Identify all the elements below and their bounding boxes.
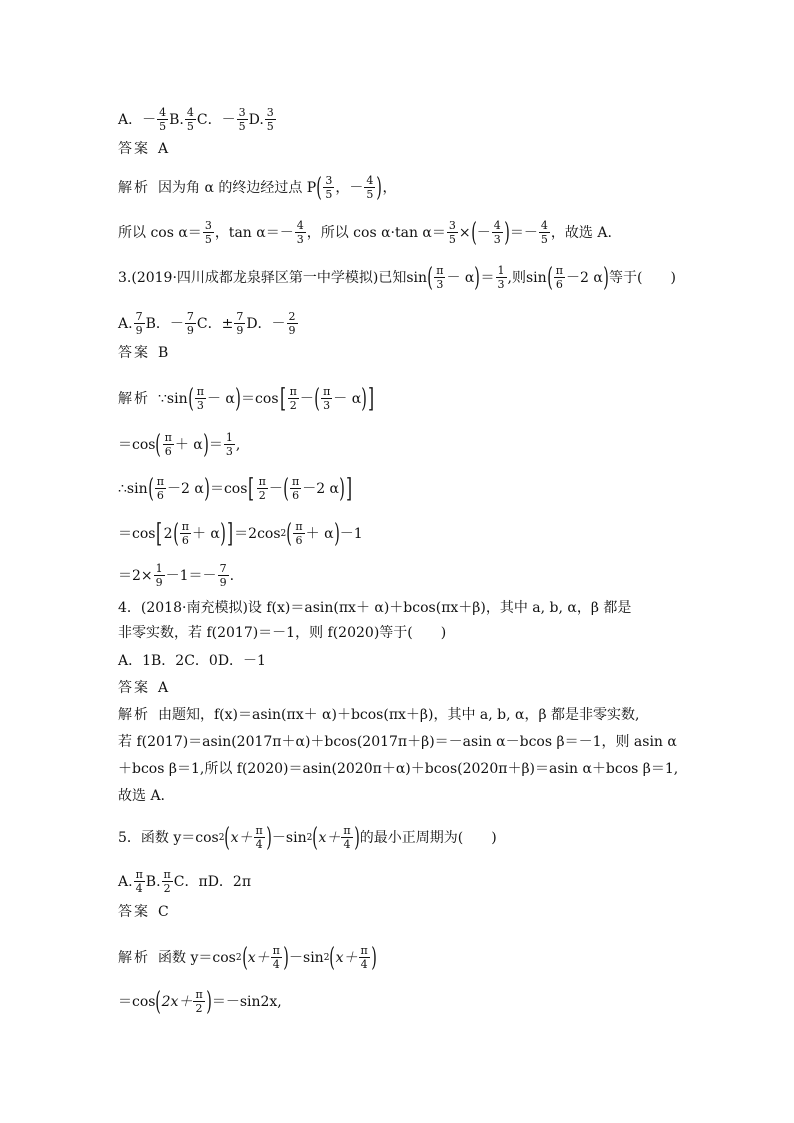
fraction: $\frac{\pi}{4}$ [135, 868, 143, 895]
fraction: $\frac{4}{5}$ [366, 174, 374, 201]
analysis-label: 解析 [118, 179, 150, 196]
fraction: $\frac{\pi}{2}$ [258, 475, 266, 502]
answer-q4: 答案 A [118, 680, 169, 696]
fraction: $\frac{\pi}{4}$ [272, 944, 280, 971]
analysis-q3-line2: ＝cos ( $\frac{\pi}{6}$ ＋ α ) ＝ $\frac{1}{3}$ , [118, 429, 241, 460]
answer-value: A [158, 141, 169, 157]
fraction: $\frac{\pi}{4}$ [360, 944, 368, 971]
analysis-text: 因为角 α 的终边经过点 P [158, 179, 317, 196]
fraction: $\frac{1}{9}$ [155, 562, 163, 589]
fraction: $\frac{\pi}{3}$ [436, 264, 444, 291]
answer-label: 答案 [118, 141, 150, 157]
choices-q4: A．1B．2C．0D．－1 [118, 653, 266, 669]
choices-q3: A. $\frac{7}{9}$ B．－ $\frac{7}{9}$ C．± $\frac{7}{9}$ D．－ $\frac{2}{9}$ [118, 310, 296, 337]
question-4-line2: 非零实数，若 f(2017)＝－1，则 f(2020)等于( ) [118, 625, 447, 641]
question-5: 5．函数 y＝cos 2 ( x＋ $\frac{\pi}{4}$ ) －sin 2 ( x＋ $\frac{\pi}{4}$ ) 的最小正周期为( ) [118, 822, 497, 853]
fraction: $\frac{3}{5}$ [448, 219, 456, 246]
analysis-q3-line4: ＝cos [ 2 ( $\frac{\pi}{6}$ ＋ α ) ] ＝2cos 2 ( $\frac{\pi}{6}$ ＋ α ) －1 [118, 518, 363, 549]
fraction: $\frac{\pi}{2}$ [289, 385, 297, 412]
fraction: $\frac{7}{9}$ [236, 310, 244, 337]
fraction: $\frac{4}{3}$ [296, 219, 304, 246]
choice-b-label: B. [169, 111, 184, 128]
analysis-q2-line1: 解析 因为角 α 的终边经过点 P ( $\frac{3}{5}$ ，－ $\frac{4}{5}$ ) ， [118, 172, 397, 203]
fraction: $\frac{1}{3}$ [497, 264, 505, 291]
answer-q3: 答案 B [118, 345, 169, 361]
analysis-q3-line5: ＝2× $\frac{1}{9}$ －1＝－ $\frac{7}{9}$ . [118, 562, 235, 589]
choices-q5: A. $\frac{\pi}{4}$ B. $\frac{\pi}{2}$ C．πD．2π [118, 868, 252, 895]
fraction: $\frac{\pi}{4}$ [343, 824, 351, 851]
choice-a-label: A．－ [118, 111, 157, 128]
fraction: $\frac{4}{5}$ [540, 219, 548, 246]
analysis-q3-line1: 解析 ∵sin ( $\frac{\pi}{3}$ － α ) ＝cos [ $\frac{\pi}{2}$ － ( $\frac{\pi}{3}$ － α ) ] [118, 383, 375, 414]
fraction: $\frac{3}{5}$ [266, 106, 274, 133]
question-3: 3.(2019·四川成都龙泉驿区第一中学模拟)已知sin ( $\frac{\pi}{3}$ － α ) ＝ $\frac{1}{3}$ ,则sin ( $\frac{\pi}{6}$ －2 α ) 等于( ) [118, 262, 676, 293]
choice-c-label: C．－ [196, 111, 236, 128]
fraction: $\frac{4}{5}$ [186, 106, 194, 133]
fraction: $\frac{\pi}{3}$ [196, 385, 204, 412]
fraction: $\frac{4}{3}$ [493, 219, 501, 246]
analysis-q5-line2: ＝cos ( 2x＋ $\frac{\pi}{2}$ ) ＝－sin2x, [118, 986, 282, 1017]
analysis-q4-line3: ＋bcos β＝1,所以 f(2020)＝asin(2020π＋α)＋bcos(2020π＋β)＝asin α＋bcos β＝1, [118, 761, 679, 777]
fraction: $\frac{3}{5}$ [325, 174, 333, 201]
fraction: $\frac{7}{9}$ [219, 562, 227, 589]
analysis-q5-line1: 解析 函数 y＝cos 2 ( x＋ $\frac{\pi}{4}$ ) －sin 2 ( x＋ $\frac{\pi}{4}$ ) [118, 942, 377, 973]
fraction: $\frac{3}{5}$ [238, 106, 246, 133]
fraction: $\frac{3}{5}$ [204, 219, 212, 246]
fraction: $\frac{\pi}{6}$ [164, 431, 172, 458]
fraction: $\frac{4}{5}$ [159, 106, 167, 133]
answer-q2 [118, 139, 678, 159]
fraction: $\frac{\pi}{6}$ [291, 475, 300, 502]
fraction: $\frac{\pi}{6}$ [156, 475, 164, 502]
analysis-q2-line2: 所以 cos α＝ $\frac{3}{5}$ ，tan α＝－ $\frac{4}{3}$ ，所以 cos α·tan α＝ $\frac{3}{5}$ × ( － $\frac{4}{3}$ ) ＝－ $\frac{4}{5}$ ，故选 A. [118, 217, 612, 248]
fraction: $\frac{\pi}{3}$ [323, 385, 331, 412]
question-4-line1: 4．(2018·南充模拟)设 f(x)＝asin(πx＋ α)＋bcos(πx＋β)，其中 a, b, α，β 都是 [118, 600, 632, 616]
fraction: $\frac{2}{9}$ [288, 310, 296, 337]
choices-q2 [118, 106, 678, 133]
fraction: $\frac{1}{3}$ [225, 431, 233, 458]
fraction: $\frac{\pi}{2}$ [163, 868, 171, 895]
choice-d-label: D. [248, 111, 264, 128]
fraction: $\frac{7}{9}$ [135, 310, 143, 337]
fraction: $\frac{\pi}{6}$ [555, 264, 564, 291]
fraction: $\frac{7}{9}$ [186, 310, 194, 337]
fraction: $\frac{\pi}{2}$ [195, 988, 203, 1015]
analysis-q3-line3: ∴sin ( $\frac{\pi}{6}$ －2 α ) ＝cos [ $\frac{\pi}{2}$ － ( $\frac{\pi}{6}$ －2 α ) ] [118, 473, 353, 504]
answer-q5: 答案 C [118, 904, 169, 920]
fraction: $\frac{\pi}{6}$ [181, 520, 189, 547]
analysis-q4-line1: 解析 由题知，f(x)＝asin(πx＋ α)＋bcos(πx＋β)，其中 a, b, α，β 都是非零实数, [118, 707, 640, 723]
fraction: $\frac{\pi}{6}$ [295, 520, 303, 547]
analysis-q4-line4: 故选 A. [118, 788, 166, 804]
analysis-q4-line2: 若 f(2017)＝asin(2017π＋α)＋bcos(2017π＋β)＝－asin α－bcos β＝－1，则 asin α [118, 734, 677, 750]
fraction: $\frac{\pi}{4}$ [255, 824, 263, 851]
